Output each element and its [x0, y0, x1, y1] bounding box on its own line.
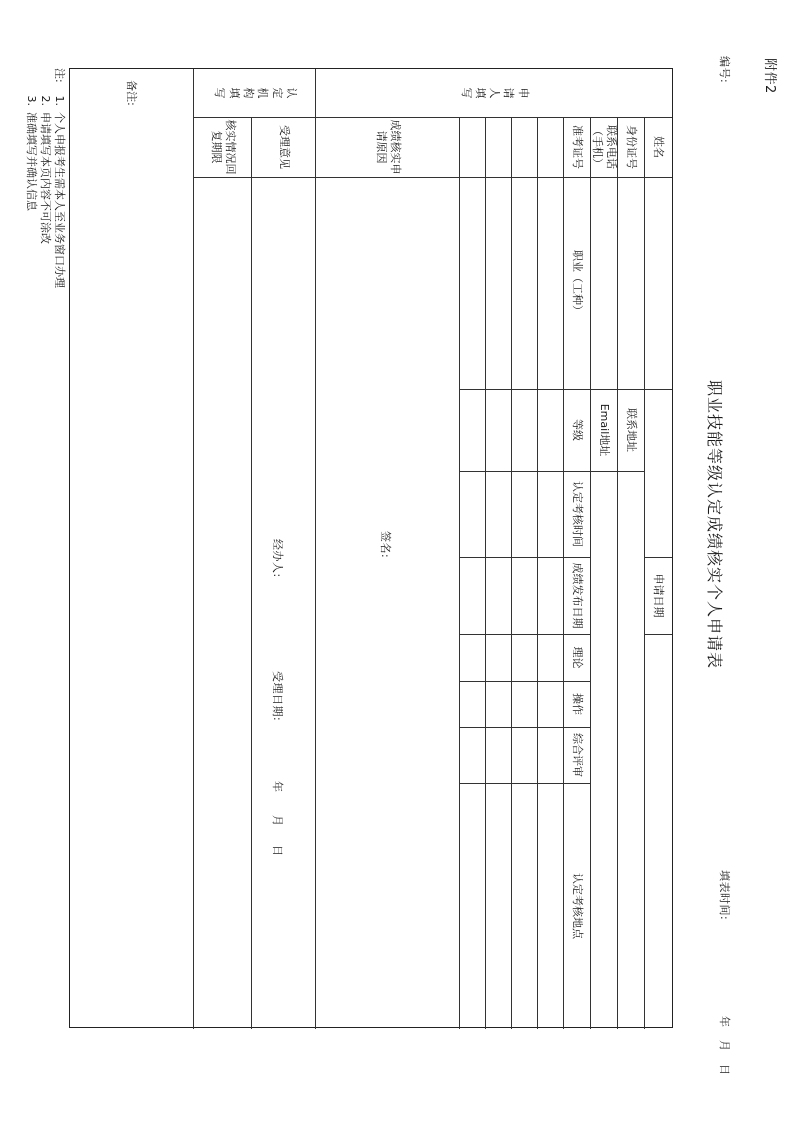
- notes-label: 注:: [53, 68, 66, 83]
- contact-address-label: 联系地址: [625, 408, 639, 452]
- reply-deadline-label: 核实情况回复期限: [210, 119, 237, 175]
- row-line: [485, 117, 486, 1029]
- handler-label: 经办人:: [271, 539, 284, 578]
- col-line: [460, 471, 645, 472]
- practice-label: 操作: [571, 693, 585, 715]
- row-line: [315, 69, 316, 1029]
- fill-time-year: 年: [718, 1016, 731, 1028]
- review-label: 综合评审: [571, 733, 585, 777]
- accept-date-year: 年: [271, 781, 284, 793]
- col-line: [645, 634, 672, 635]
- name-label: 姓名: [652, 136, 666, 158]
- accept-date-label: 受理日期:: [271, 671, 284, 722]
- apply-date-label: 申请日期: [652, 573, 666, 618]
- ticket-number-label: 准考证号: [571, 125, 585, 169]
- fill-time-label: 填表时间:: [718, 870, 731, 921]
- row-line: [511, 117, 512, 1029]
- phone-label: 联系电话（手机）: [591, 125, 619, 169]
- form-table: [69, 68, 673, 1028]
- serial-number-label: 编号:: [718, 56, 731, 84]
- level-label: 等级: [571, 419, 585, 441]
- row-line: [193, 69, 194, 1029]
- row-line: [459, 117, 460, 1029]
- occupation-label: 职业（工种）: [571, 250, 585, 316]
- agency-section-label: 认 定 机 构 填 写: [213, 87, 298, 99]
- theory-label: 理论: [571, 646, 585, 669]
- exam-time-label: 认定考核时间: [571, 481, 585, 547]
- accept-opinion-label: 受理意见: [277, 125, 291, 169]
- footnotes: [24, 68, 66, 288]
- reason-label: 成绩核实申请原因: [375, 119, 402, 175]
- id-number-label: 身份证号: [625, 125, 639, 169]
- accept-date-day: 日: [271, 845, 284, 857]
- footnote-item: 3. 准确填写并确认信息: [25, 95, 38, 211]
- fill-time-month: 月: [718, 1040, 731, 1052]
- email-label: Email地址: [598, 403, 612, 457]
- footnote-item: 注: 1. 个人申报考生需本人至业务窗口办理: [53, 68, 66, 288]
- result-date-label: 成绩发布日期: [571, 562, 585, 629]
- row-line: [617, 117, 618, 1029]
- exam-place-label: 认定考核地点: [571, 873, 585, 939]
- applicant-section-label: 申 请 人 填 写: [459, 87, 530, 99]
- row-line: [537, 117, 538, 1029]
- form-title: 职业技能等级认定成绩核实个人申请表: [705, 380, 724, 670]
- fill-time-day: 日: [718, 1064, 731, 1076]
- signature-label: 签名:: [379, 531, 392, 559]
- annex-label: 附件2: [762, 58, 777, 94]
- footnote-item: 2. 申请填写本页内容不可涂改: [39, 95, 52, 244]
- col-line: [194, 177, 672, 178]
- accept-date-month: 月: [271, 815, 284, 827]
- row-line: [251, 117, 252, 1029]
- remarks-label: 备注:: [124, 80, 138, 106]
